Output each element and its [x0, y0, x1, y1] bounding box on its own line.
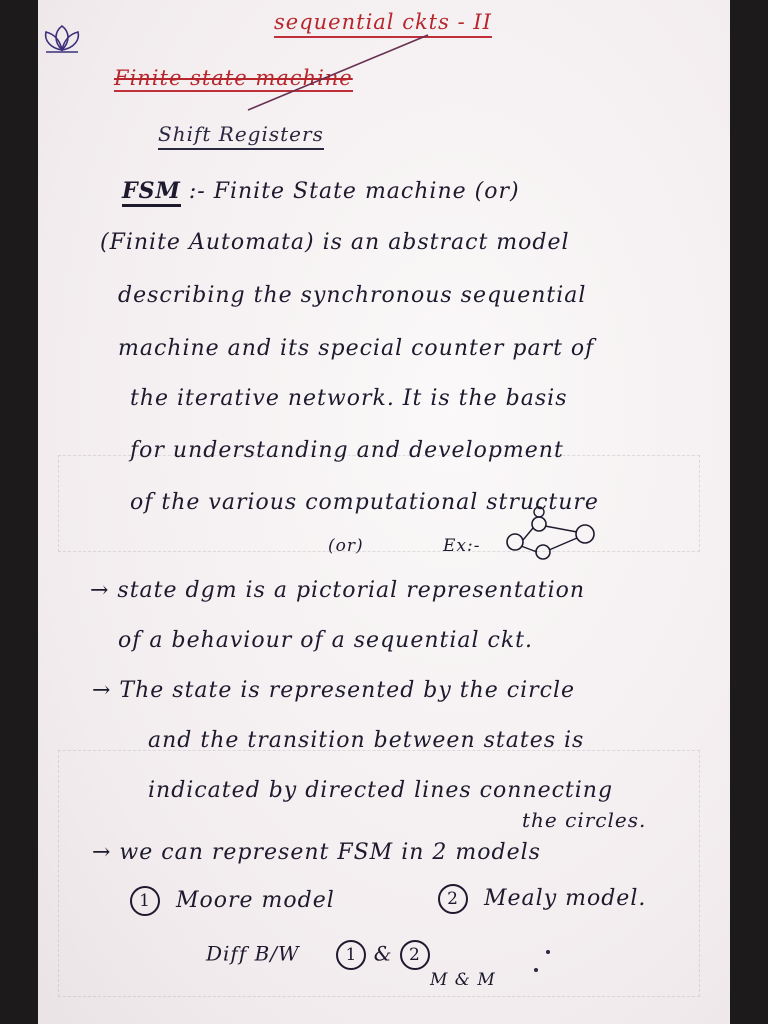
struck-subtitle: Finite state machine — [114, 66, 353, 90]
model-one: 1 Moore model — [130, 886, 335, 916]
definition-line-6: for understanding and development — [130, 438, 564, 463]
state-diagram-sketch-icon — [493, 502, 613, 562]
state-diagram-line-1: → state dgm is a pictorial representation — [90, 578, 586, 603]
model-two: 2 Mealy model. — [438, 884, 646, 914]
page-title: sequential ckts - II — [274, 10, 492, 34]
models-line: → we can represent FSM in 2 models — [92, 840, 541, 865]
state-rep-line-1: → The state is represented by the circle — [92, 678, 576, 703]
fsm-term: FSM — [122, 178, 181, 207]
state-rep-line-4: the circles. — [522, 808, 647, 832]
model-two-number: 2 — [438, 884, 468, 914]
state-diagram-line-2: of a behaviour of a sequential ckt. — [118, 628, 534, 653]
definition-line-1: FSM :- Finite State machine (or) — [122, 178, 520, 204]
state-rep-line-3: indicated by directed lines connecting — [148, 778, 614, 803]
topic-heading: Shift Registers — [158, 122, 324, 146]
strike-diagonal — [238, 30, 438, 120]
model-one-number: 1 — [130, 886, 160, 916]
state-rep-line-2: and the transition between states is — [148, 728, 585, 753]
definition-line-2: (Finite Automata) is an abstract model — [100, 230, 570, 255]
lotus-doodle-icon — [40, 22, 84, 56]
definition-line-3: describing the synchronous sequential — [118, 283, 587, 308]
stray-dot — [546, 950, 550, 954]
difference-line: Diff B/W 1 & 2 — [206, 940, 430, 970]
definition-line-4: machine and its special counter part of — [118, 336, 595, 361]
stray-dot — [534, 968, 538, 972]
example-label: Ex:- — [443, 536, 481, 556]
diff-number-one: 1 — [336, 940, 366, 970]
difference-note: M & M — [430, 970, 496, 990]
definition-line-7: of the various computational structure — [130, 490, 599, 515]
definition-line-5: the iterative network. It is the basis — [130, 386, 568, 411]
diff-number-two: 2 — [400, 940, 430, 970]
or-note: (or) — [328, 536, 364, 556]
notebook-page — [38, 0, 730, 1024]
